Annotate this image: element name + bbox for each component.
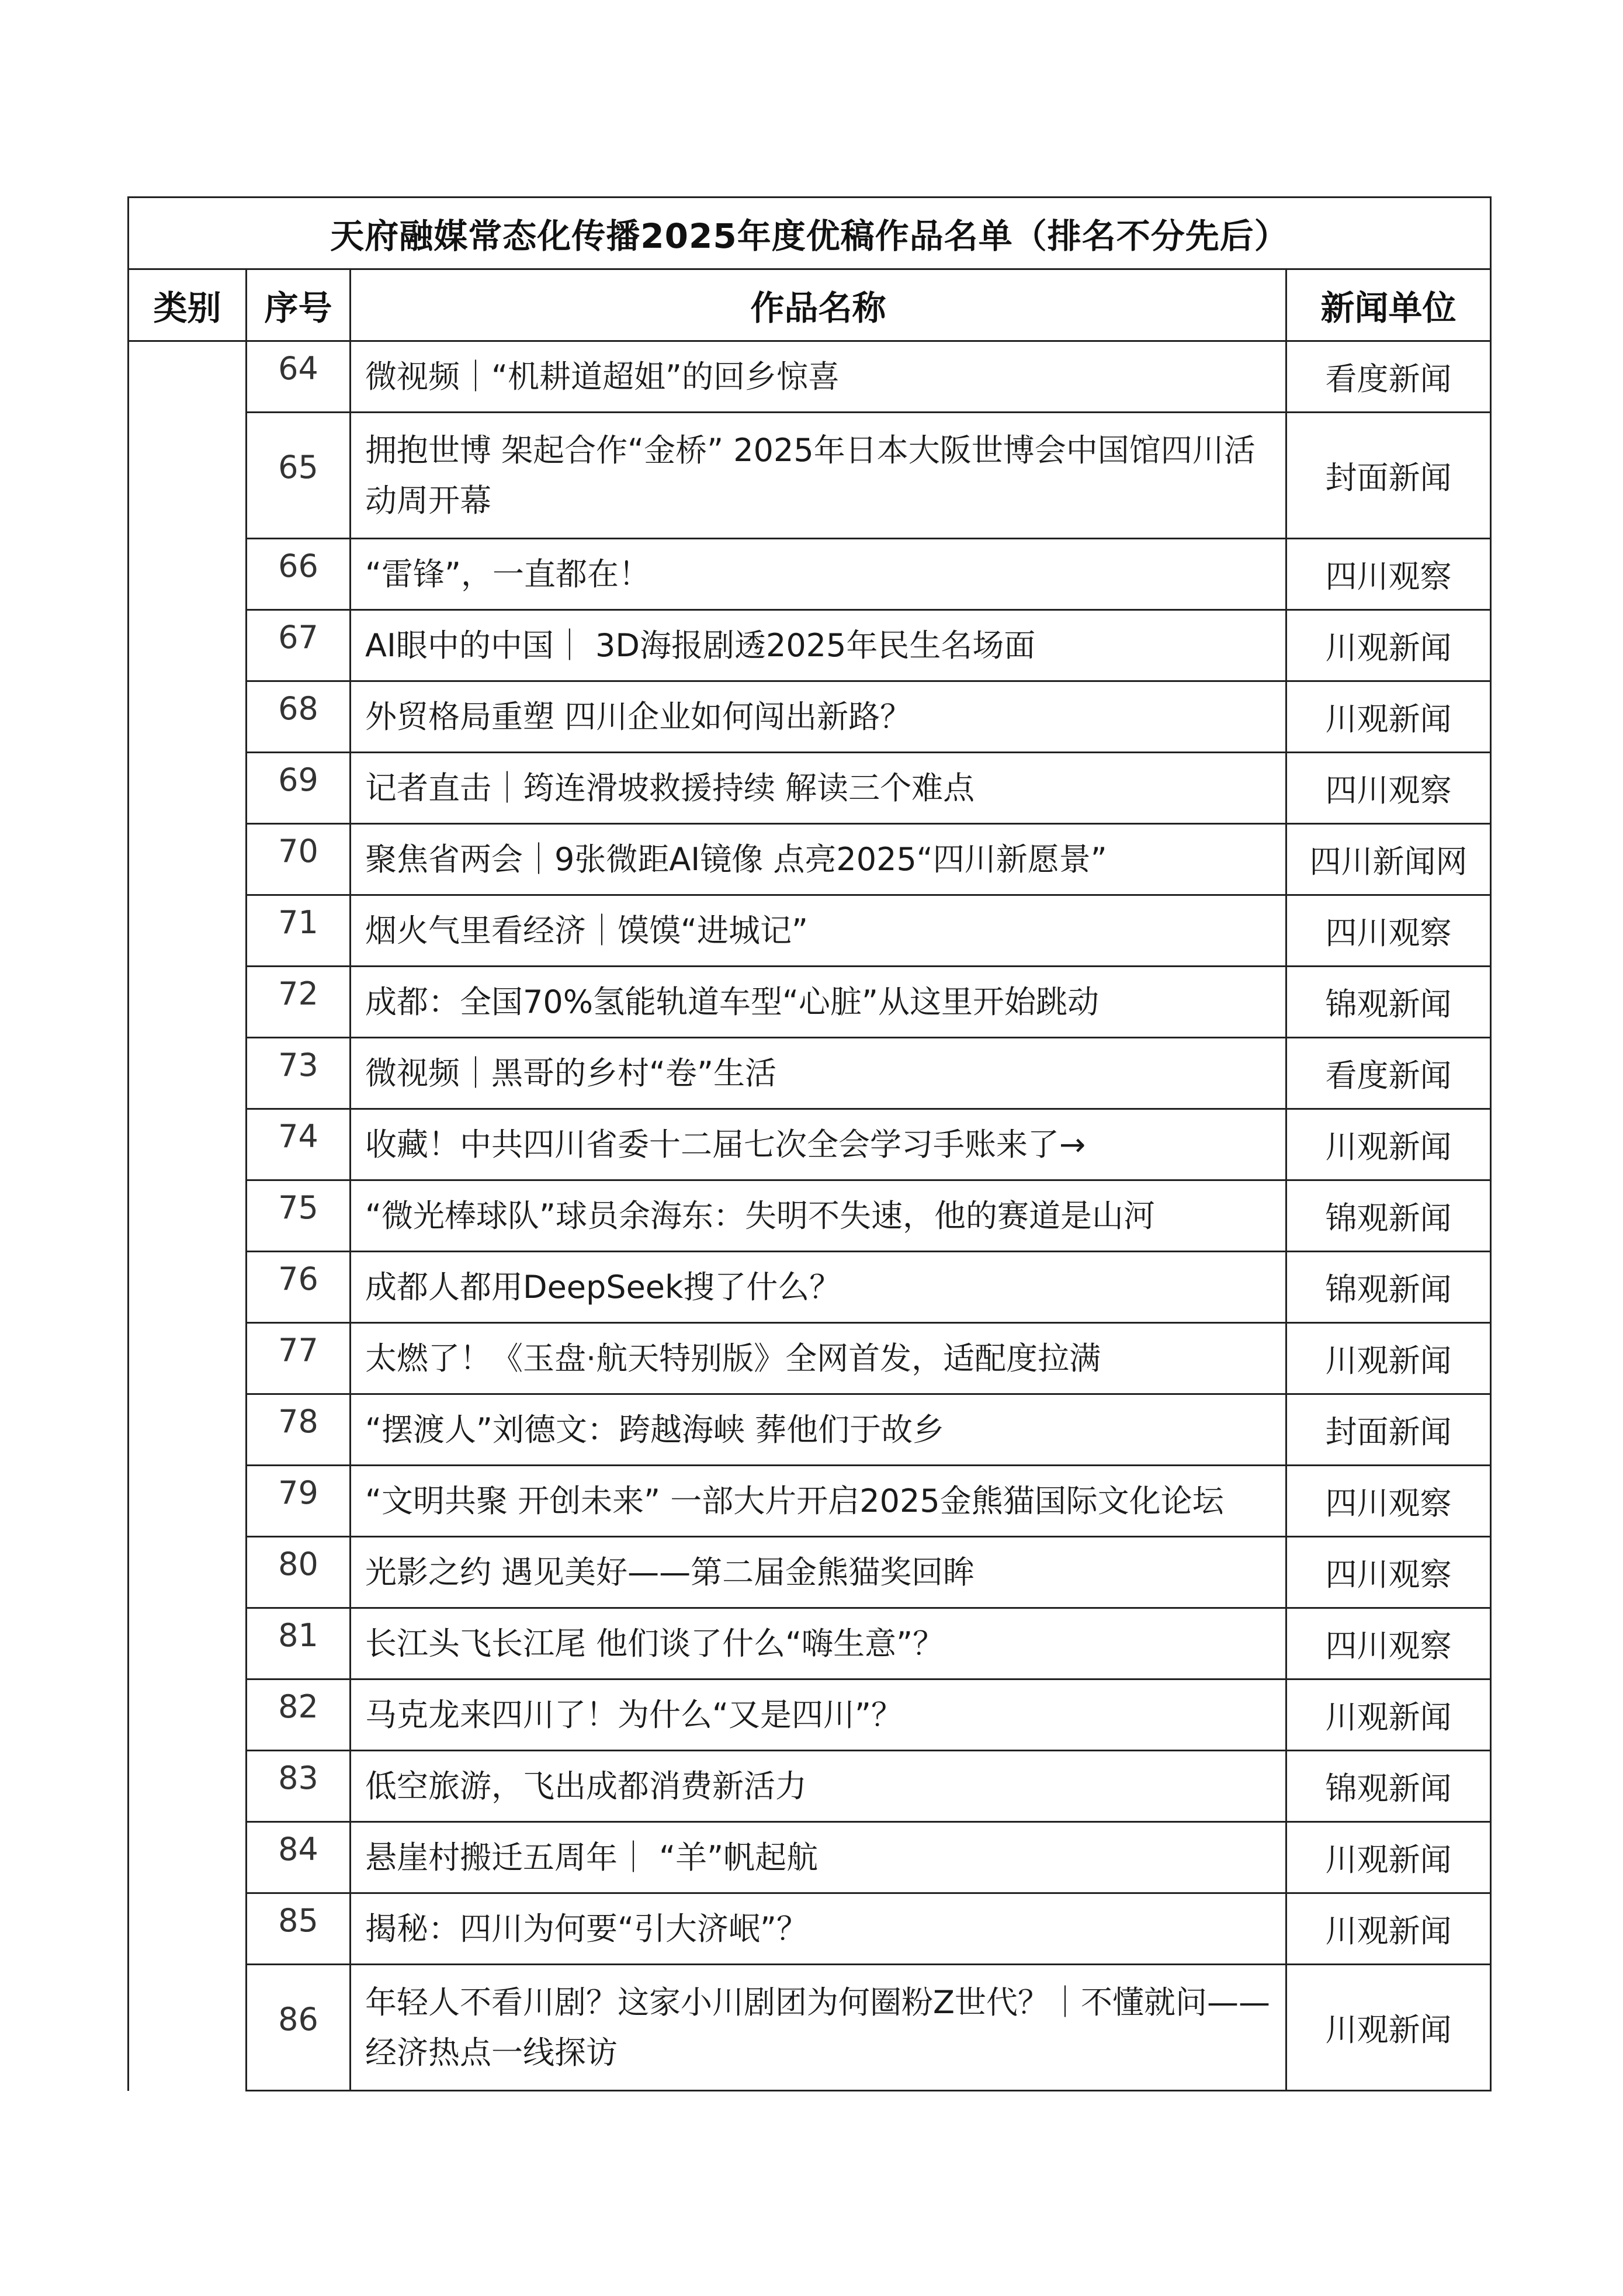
table-row [129,1466,1491,1537]
news-unit: 锦观新闻 [1286,1180,1491,1252]
row-number: 73 [278,1047,318,1083]
row-number-cell [247,1180,351,1252]
work-name: 光影之约 遇见美好——第二届金熊猫奖回眸 [351,1537,1286,1608]
work-name: 聚焦省两会｜9张微距AI镜像 点亮2025“四川新愿景” [351,824,1286,895]
news-unit: 锦观新闻 [1286,1252,1491,1323]
row-number-cell [247,413,351,539]
work-name: 记者直击｜筠连滑坡救援持续 解读三个难点 [351,753,1286,824]
work-name: “摆渡人”刘德文：跨越海峡 葬他们于故乡 [351,1394,1286,1466]
row-number-cell [247,681,351,753]
row-number-cell [247,1751,351,1822]
news-unit: 川观新闻 [1286,681,1491,753]
news-unit: 四川观察 [1286,753,1491,824]
row-number-cell [247,1537,351,1608]
table-row [129,1679,1491,1751]
works-list-table [127,196,1492,2091]
work-name: 成都：全国70%氢能轨道车型“心脏”从这里开始跳动 [351,967,1286,1038]
row-number-cell [247,1038,351,1109]
row-number: 86 [278,2001,318,2038]
header-row [129,269,1491,341]
work-name: 烟火气里看经济｜馍馍“进城记” [351,895,1286,967]
row-number: 83 [278,1760,318,1796]
news-unit: 封面新闻 [1286,413,1491,539]
news-unit: 四川新闻网 [1286,824,1491,895]
news-unit: 锦观新闻 [1286,967,1491,1038]
table-row [129,1965,1491,2091]
header-news-unit: 新闻单位 [1286,269,1491,341]
news-unit: 看度新闻 [1286,341,1491,413]
news-unit: 川观新闻 [1286,610,1491,681]
row-number-cell [247,967,351,1038]
table-row [129,539,1491,610]
table-row [129,824,1491,895]
work-name: 微视频｜黑哥的乡村“卷”生活 [351,1038,1286,1109]
work-name: 悬崖村搬迁五周年｜ “羊”帆起航 [351,1822,1286,1893]
table-row [129,895,1491,967]
row-number-cell [247,1965,351,2091]
work-name: 太燃了！《玉盘·航天特别版》全网首发，适配度拉满 [351,1323,1286,1394]
work-name: 拥抱世博 架起合作“金桥” 2025年日本大阪世博会中国馆四川活动周开幕 [351,413,1286,539]
news-unit: 看度新闻 [1286,1038,1491,1109]
row-number: 74 [278,1118,318,1155]
work-name: 揭秘：四川为何要“引大济岷”？ [351,1893,1286,1965]
row-number-cell [247,1893,351,1965]
header-category: 类别 [129,269,247,341]
row-number-cell [247,824,351,895]
table-row [129,1537,1491,1608]
table-row [129,1323,1491,1394]
table-row [129,753,1491,824]
row-number-cell [247,610,351,681]
work-name: 收藏！中共四川省委十二届七次全会学习手账来了→ [351,1109,1286,1180]
news-unit: 四川观察 [1286,1608,1491,1679]
news-unit: 四川观察 [1286,895,1491,967]
work-name: 成都人都用DeepSeek搜了什么？ [351,1252,1286,1323]
work-name: 微视频｜“机耕道超姐”的回乡惊喜 [351,341,1286,413]
row-number-cell [247,1394,351,1466]
news-unit: 川观新闻 [1286,1893,1491,1965]
row-number: 77 [278,1332,318,1369]
work-name: 长江头飞长江尾 他们谈了什么“嗨生意”？ [351,1608,1286,1679]
row-number: 78 [278,1403,318,1440]
row-number: 67 [278,619,318,656]
work-name: 低空旅游，飞出成都消费新活力 [351,1751,1286,1822]
header-number: 序号 [247,269,351,341]
news-unit: 封面新闻 [1286,1394,1491,1466]
row-number: 80 [278,1546,318,1582]
news-unit: 四川观察 [1286,1537,1491,1608]
news-unit: 川观新闻 [1286,1109,1491,1180]
work-name: 外贸格局重塑 四川企业如何闯出新路？ [351,681,1286,753]
row-number-cell [247,1323,351,1394]
news-unit: 四川观察 [1286,539,1491,610]
row-number-cell [247,1109,351,1180]
row-number: 85 [278,1902,318,1939]
table-row [129,1109,1491,1180]
row-number: 76 [278,1260,318,1297]
table-row [129,1893,1491,1965]
table-row [129,413,1491,539]
header-work-name: 作品名称 [351,269,1286,341]
work-name: “文明共聚 开创未来” 一部大片开启2025金熊猫国际文化论坛 [351,1466,1286,1537]
row-number-cell [247,539,351,610]
row-number: 82 [278,1688,318,1725]
table-title: 天府融媒常态化传播2025年度优稿作品名单（排名不分先后） [129,198,1491,269]
table-row [129,1608,1491,1679]
table-row [129,1038,1491,1109]
row-number-cell [247,895,351,967]
row-number: 64 [278,350,318,387]
row-number-cell [247,753,351,824]
table-row [129,610,1491,681]
news-unit: 四川观察 [1286,1466,1491,1537]
work-name: “雷锋”，一直都在！ [351,539,1286,610]
row-number: 71 [278,904,318,941]
news-unit: 锦观新闻 [1286,1751,1491,1822]
news-unit: 川观新闻 [1286,1822,1491,1893]
row-number: 84 [278,1831,318,1868]
table-row [129,1180,1491,1252]
row-number-cell [247,1822,351,1893]
row-number-cell [247,1252,351,1323]
title-row [129,198,1491,269]
row-number-cell [247,1679,351,1751]
news-unit: 川观新闻 [1286,1679,1491,1751]
table-row [129,1252,1491,1323]
work-name: “微光棒球队”球员余海东：失明不失速，他的赛道是山河 [351,1180,1286,1252]
row-number: 79 [278,1474,318,1511]
work-name: AI眼中的中国｜ 3D海报剧透2025年民生名场面 [351,610,1286,681]
row-number: 68 [278,690,318,727]
table-row [129,967,1491,1038]
row-number: 66 [278,548,318,584]
row-number: 72 [278,975,318,1012]
table-row [129,1394,1491,1466]
row-number: 69 [278,761,318,798]
work-name: 马克龙来四川了！为什么“又是四川”？ [351,1679,1286,1751]
row-number: 65 [278,449,318,486]
work-name: 年轻人不看川剧？这家小川剧团为何圈粉Z世代？｜不懂就问——经济热点一线探访 [351,1965,1286,2091]
news-unit: 川观新闻 [1286,1965,1491,2091]
row-number-cell [247,1466,351,1537]
row-number: 75 [278,1189,318,1226]
row-number-cell [247,1608,351,1679]
table-row [129,1751,1491,1822]
news-unit: 川观新闻 [1286,1323,1491,1394]
row-number: 81 [278,1617,318,1654]
category-cell [129,341,247,2091]
table-row [129,1822,1491,1893]
table-row [129,681,1491,753]
row-number-cell [247,341,351,413]
table-row [129,341,1491,413]
row-number: 70 [278,833,318,870]
